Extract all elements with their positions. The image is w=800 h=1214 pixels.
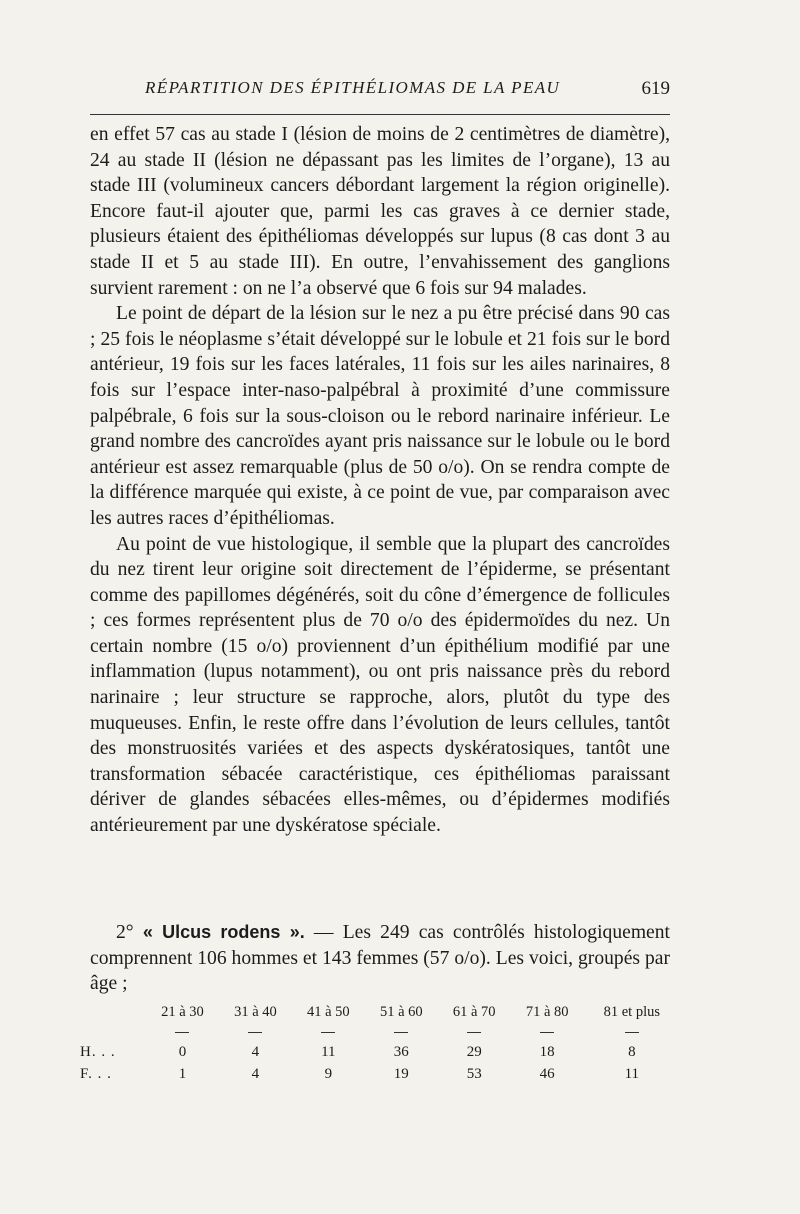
table-cell: 11 xyxy=(321,1043,336,1060)
table-cell: 1 xyxy=(178,1065,187,1082)
paragraph: Au point de vue histologique, il semble que la plupart des cancroïdes du nez tirent leur origine soit directement de l’épiderme, se présentant comme des papillomes dégénérés, soit du cône d’émergence de follicules ; ces formes représentent plus de 70 o/o des épidermoïdes du nez. Un certain nombre (15 o/o) proviennent d’un épithélium modifié par une inflammation (lupus notamment), ou ont pris naissance près du rebord narinaire ; leur structure se rapproche, alors, plutôt du type des muqueuses. Enfin, le reste offre dans l’évolution de leurs cellules, tantôt des monstruosités variées et des aspects dyskératosiques, tantôt une transformation sébacée caractéristique, ces épithéliomas paraissant dériver de glandes sébacées elles-mêmes, ou d’épidermes modifiés antérieurement par une dyskératose spéciale. xyxy=(90,533,670,837)
column-header: 31 à 40 xyxy=(234,1004,277,1020)
table-cell: 8 xyxy=(628,1043,636,1060)
body-text xyxy=(90,122,670,839)
header-dash xyxy=(625,1032,639,1033)
row-label: H. . . xyxy=(80,1043,116,1060)
section-number: 2° xyxy=(116,922,134,943)
header-dash xyxy=(248,1032,262,1033)
table-cell: 18 xyxy=(539,1043,555,1060)
column-header: 61 à 70 xyxy=(452,1004,496,1020)
table-cell: 36 xyxy=(393,1043,409,1060)
running-title: RÉPARTITION DES ÉPITHÉLIOMAS DE LA PEAU xyxy=(145,78,561,97)
table-cell: 11 xyxy=(624,1065,640,1082)
section-paragraph xyxy=(90,920,670,997)
table-cell: 0 xyxy=(178,1043,187,1060)
table-cell: 29 xyxy=(466,1043,482,1060)
header-dash xyxy=(175,1032,189,1033)
age-distribution-table xyxy=(80,1004,680,1085)
column-header: 71 à 80 xyxy=(525,1004,569,1020)
table-cell: 46 xyxy=(539,1065,555,1082)
column-header: 81 et plus xyxy=(603,1004,660,1020)
section-text: — Les 249 cas contrôlés histologiquement comprennent 106 hommes et 143 femmes (57 o/o). Les voici, groupés par âge ; xyxy=(90,922,670,995)
paragraph: en effet 57 cas au stade I (lésion de moins de 2 centimètres de diamètre), 24 au stade II (lésion ne dépassant pas les limites de l’organe), 13 au stade III (volumineux cancers débordant largement la région originelle). Encore faut-il ajouter que, parmi les cas graves à ce dernier stade, plusieurs étaient des épithéliomas développés sur lupus (8 cas dont 3 au stade II et 5 au stade III). En outre, l’envahissement des ganglions survient rarement : on ne l’a observé que 6 fois sur 94 malades. xyxy=(90,124,670,299)
header-underline-row xyxy=(80,1024,680,1041)
table-cell: 4 xyxy=(251,1065,260,1082)
header-dash xyxy=(540,1032,554,1033)
header-rule xyxy=(90,114,670,115)
column-header: 21 à 30 xyxy=(161,1004,204,1020)
table-cell: 53 xyxy=(466,1065,482,1082)
table-row-women xyxy=(80,1063,680,1085)
table-cell: 9 xyxy=(324,1065,333,1082)
table-header-row xyxy=(80,1004,680,1024)
header-dash xyxy=(321,1032,335,1033)
table-cell: 19 xyxy=(393,1065,409,1082)
paragraph: Le point de départ de la lésion sur le nez a pu être précisé dans 90 cas ; 25 fois le néoplasme s’était développé sur le lobule et 21 fois sur le bord antérieur, 19 fois sur les faces latérales, 11 fois sur les ailes narinaires, 8 fois sur l’espace inter-naso-palpébral à proximité d’une commissure palpébrale, 6 fois sur la sous-cloison ou le rebord narinaire inférieur. Le grand nombre des cancroïdes ayant pris naissance sur le lobule ou le bord antérieur est assez remarquable (plus de 50 o/o). On se rendra compte de la différence marquée qui existe, à ce point de vue, par comparaison avec les autres races d’épithéliomas. xyxy=(90,303,670,529)
row-label: F. . . xyxy=(80,1065,112,1082)
running-header xyxy=(90,74,670,104)
column-header: 51 à 60 xyxy=(379,1004,423,1020)
header-dash xyxy=(394,1032,408,1033)
column-header: 41 à 50 xyxy=(307,1004,350,1020)
page-number: 619 xyxy=(641,78,670,99)
table-row-men xyxy=(80,1041,680,1063)
header-dash xyxy=(467,1032,481,1033)
table-cell: 4 xyxy=(251,1043,260,1060)
section-title: « Ulcus rodens ». xyxy=(142,922,305,942)
